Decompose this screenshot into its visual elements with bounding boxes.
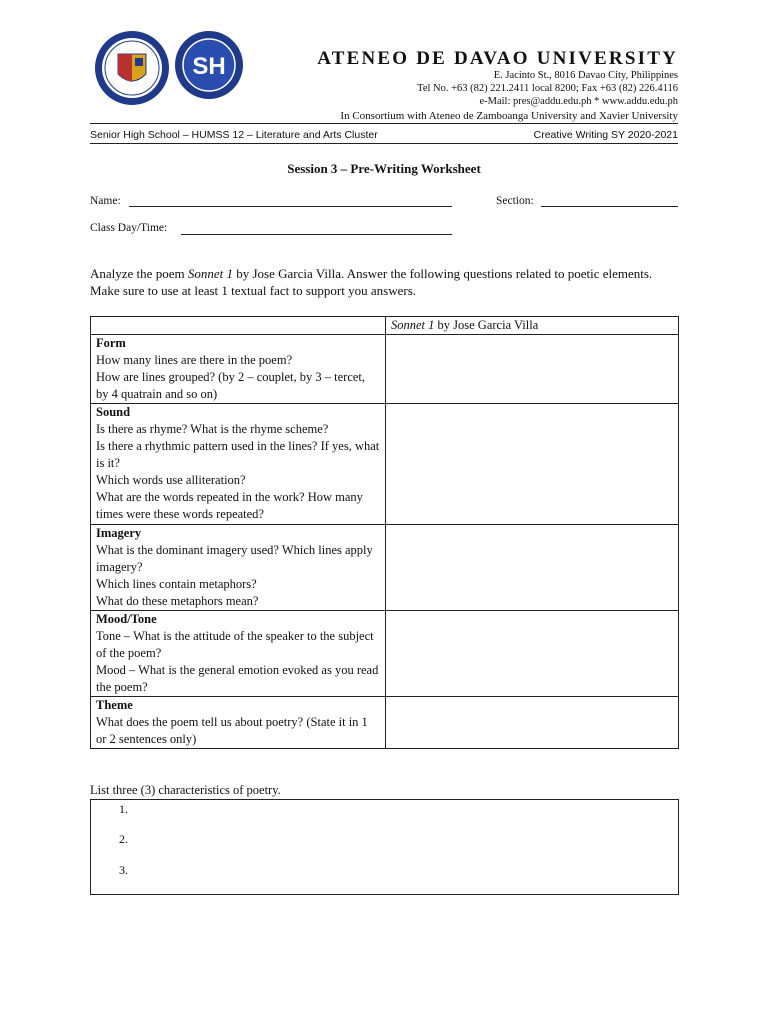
question-cell [91,697,386,749]
header-rule-bottom [90,143,678,144]
question-text: What is the dominant imagery used? Which lines apply imagery? [96,543,373,574]
category-label: Form [96,336,126,350]
question-text: How many lines are there in the poem? [96,353,293,367]
table-header-row [91,317,679,335]
question-text: What are the words repeated in the work? How many times were these words repeated? [96,490,363,521]
list-item-number: 1. [119,802,128,816]
question-cell [91,611,386,697]
table-row-mood-tone [91,611,679,697]
list-instructions: List three (3) characteristics of poetry. [90,783,281,797]
worksheet-title: Session 3 – Pre-Writing Worksheet [287,161,481,176]
list-item-number: 2. [119,832,128,846]
header-blank-cell [91,317,386,335]
svg-text:SH: SH [192,53,226,80]
table-row-imagery [91,525,679,611]
question-text: Which words use alliteration? [96,473,246,487]
question-text: Mood – What is the general emotion evoked as you read the poem? [96,663,379,694]
subheader-left: Senior High School – HUMSS 12 – Literature and Arts Cluster [90,129,378,141]
category-label: Sound [96,405,131,419]
class-day-time-field[interactable] [181,234,452,235]
answer-cell[interactable] [386,525,679,611]
address-line-2: Tel No. +63 (82) 221.2411 local 8200; Fax +63 (82) 226.4116 [417,83,678,94]
shs-seal-icon [174,30,244,100]
question-text: Tone – What is the attitude of the speaker to the subject of the poem? [96,629,374,660]
question-text: Is there a rhythmic pattern used in the lines? If yes, what is it? [96,439,380,470]
address-line-3: e-Mail: pres@addu.edu.ph * www.addu.edu.ph [479,96,678,107]
answer-cell[interactable] [386,404,679,525]
table-row-form [91,335,679,404]
characteristics-answer-box[interactable] [90,799,679,895]
header-poem-cell: Sonnet 1 by Jose Garcia Villa [386,317,679,335]
header-rule-top [90,123,678,124]
section-label: Section: [496,195,534,207]
answer-cell[interactable] [386,611,679,697]
table-row-sound [91,404,679,525]
question-text: Which lines contain metaphors? [96,577,257,591]
subheader-right: Creative Writing SY 2020-2021 [533,129,678,141]
question-cell [91,525,386,611]
question-text: How are lines grouped? (by 2 – couplet, by 3 – tercet, by 4 quatrain and so on) [96,370,366,401]
name-label: Name: [90,195,121,207]
analysis-table [90,316,679,749]
question-text: What do these metaphors mean? [96,594,259,608]
category-label: Imagery [96,526,142,540]
name-field[interactable] [129,206,452,207]
table-row-theme [91,697,679,749]
instructions: Analyze the poem Sonnet 1 by Jose Garcia Villa. Answer the following questions related to poetic elements. Make sure to use at least 1 textual fact to support you answers. [90,266,653,298]
section-field[interactable] [541,206,678,207]
category-label: Theme [96,698,133,712]
question-cell [91,335,386,404]
ateneo-seal-icon [94,30,170,106]
question-text: Is there as rhyme? What is the rhyme scheme? [96,422,329,436]
consortium-note: In Consortium with Ateneo de Zamboanga University and Xavier University [340,110,678,122]
class-day-time-label: Class Day/Time: [90,222,168,234]
list-item-number: 3. [119,863,128,877]
address-line-1: E. Jacinto St., 8016 Davao City, Philippines [493,70,678,81]
question-cell [91,404,386,525]
answer-cell[interactable] [386,335,679,404]
category-label: Mood/Tone [96,612,157,626]
university-name: ATENEO DE DAVAO UNIVERSITY [317,48,678,69]
answer-cell[interactable] [386,697,679,749]
poem-title: Sonnet 1 [187,266,233,281]
question-text: What does the poem tell us about poetry? (State it in 1 or 2 sentences only) [96,715,368,746]
